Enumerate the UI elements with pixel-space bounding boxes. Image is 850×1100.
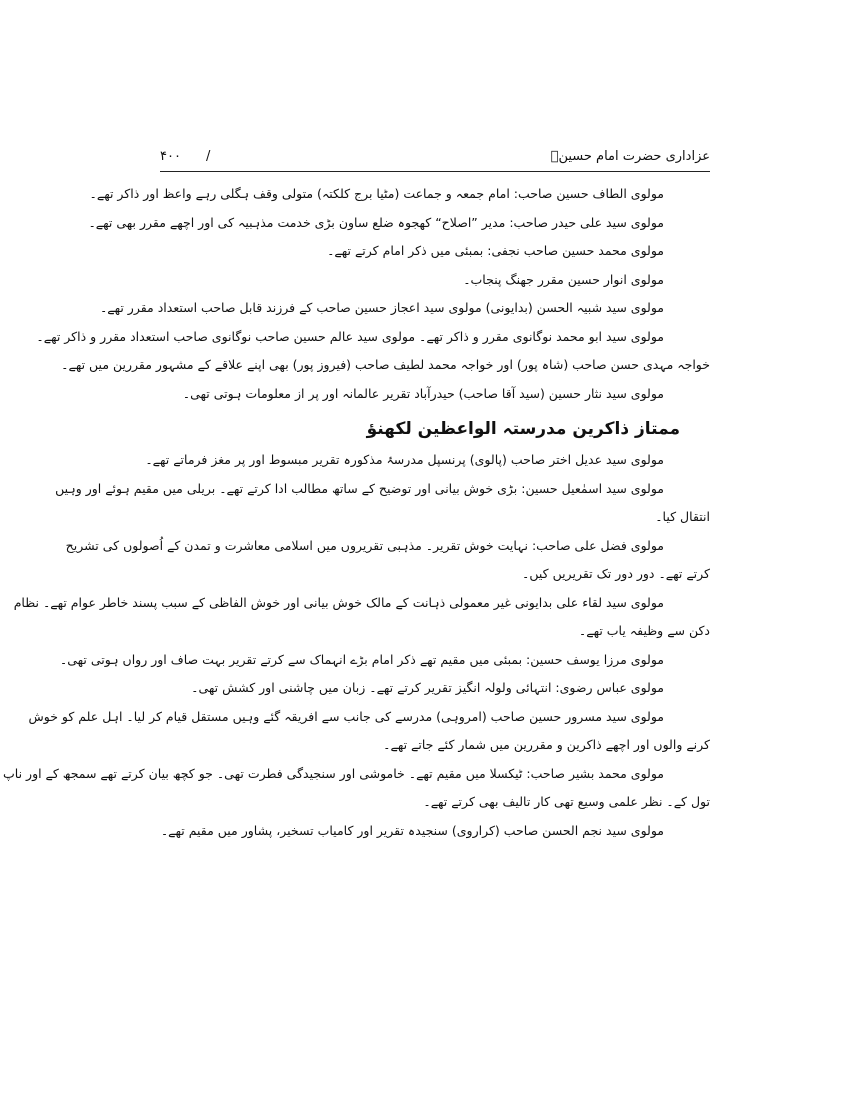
text-line: خواجہ مہدی حسن صاحب (شاہ پور) اور خواجہ محمد لطیف صاحب (فیروز پور) بھی اپنے علاقے کے مشہور مقررین میں تھے۔ (61, 357, 710, 372)
paragraph (160, 817, 710, 846)
header-divider (160, 171, 710, 172)
paragraph (3, 760, 710, 817)
text-line: کرنے والوں اور اچھے ذاکرین و مقررین میں شمار کئے جاتے تھے۔ (383, 737, 710, 752)
text-line: مولوی سید عدیل اختر صاحب (پالوی) پرنسپل مدرسۂ مذکورہ تقریر مبسوط اور پر مغز فرماتے تھے۔ (145, 452, 664, 467)
paragraph (160, 266, 710, 295)
text-line: مولوی عباس رضوی: انتہائی ولولہ انگیز تقریر کرتے تھے۔ زبان میں چاشنی اور کشش تھی۔ (191, 680, 664, 695)
text-line: مولوی محمد حسین صاحب نجفی: بمبئی میں ذکر امام کرتے تھے۔ (327, 243, 664, 258)
paragraph (160, 380, 710, 409)
text-line: مولوی سید شبیہ الحسن (بدایونی) مولوی سید اعجاز حسین صاحب کے فرزند قابل صاحب استعداد مقرر تھے۔ (99, 300, 664, 315)
paragraph (145, 446, 710, 475)
text-line: مولوی فضل علی صاحب: نہایت خوش تقریر۔ مذہبی تقریروں میں اسلامی معاشرت و تمدن کے اُصولوں کی تشریح (65, 537, 664, 553)
book-title: عزاداری حضرت امام حسینؑ (550, 149, 710, 164)
paragraph (61, 351, 710, 380)
main-text (3, 180, 710, 845)
paragraph (28, 703, 710, 760)
paragraph (160, 674, 710, 703)
paragraph (160, 237, 710, 266)
text-line: دکن سے وظیفہ یاب تھے۔ (578, 623, 710, 638)
text-line: کرتے تھے۔ دور دور تک تقریریں کیں۔ (522, 566, 710, 581)
text-line: مولوی سید اسمٰعیل حسین: بڑی خوش بیانی اور توضیح کے ساتھ مطالب ادا کرتے تھے۔ بریلی میں مقیم ہوئے اور وہیں (55, 480, 664, 496)
paragraph (55, 475, 710, 532)
text-line: انتقال کیا۔ (655, 509, 710, 524)
page-number: ۴۰۰ (160, 149, 181, 164)
paragraph (88, 209, 710, 238)
text-line: مولوی سید علی حیدر صاحب: مدیر ”اصلاح“ کھجوہ ضلع ساون بڑی خدمت مذہبیہ کی اور اچھے مقرر بھی تھے۔ (88, 214, 664, 230)
header-separator: / (206, 149, 211, 164)
section-heading: ممتاز ذاکرین مدرستہ الواعظین لکھنؤ (366, 419, 680, 439)
text-line: مولوی سید نجم الحسن صاحب (کراروی) سنجیدہ تقریر اور کامیاب تسخیر، پشاور میں مقیم تھے۔ (160, 822, 664, 838)
paragraph (13, 589, 710, 646)
paragraph (65, 532, 710, 589)
paragraph (59, 646, 710, 675)
text-line: مولوی سید ابو محمد نوگانوی مقرر و ذاکر تھے۔ مولوی سید عالم حسین صاحب نوگانوی صاحب استعداد مقرر و ذاکر تھے۔ (36, 328, 664, 344)
text-line: مولوی انوار حسین مقرر جھنگ پنجاب۔ (463, 271, 664, 287)
paragraph (89, 180, 710, 209)
paragraph (99, 294, 710, 323)
text-line: مولوی محمد بشیر صاحب: ٹیکسلا میں مقیم تھے۔ خاموشی اور سنجیدگی فطرت تھی۔ جو کچھ بیان کرتے تھے سمجھ کے اور ناپ (3, 765, 664, 781)
text-line: مولوی سید لقاء علی بدایونی غیر معمولی ذہانت کے مالک خوش بیانی اور خوش الفاظی کے سبب پسند خاطر عوام تھے۔ نظام (13, 594, 664, 610)
text-line: مولوی مرزا یوسف حسین: بمبئی میں مقیم تھے ذکر امام بڑے انہماک سے کرتے تقریر بہت صاف اور رواں ہوتی تھی۔ (59, 651, 664, 667)
text-line: تول کے۔ نظر علمی وسیع تھی کار تالیف بھی کرتے تھے۔ (423, 794, 710, 809)
text-line: مولوی سید نثار حسین (سید آقا صاحب) حیدرآباد تقریر عالمانہ اور پر از معلومات ہوتی تھی۔ (182, 385, 664, 401)
text-line: مولوی سید مسرور حسین صاحب (امروہی) مدرسے کی جانب سے افریقہ گئے وہیں مستقل قیام کر لیا۔ اہل علم کو خوش (28, 708, 664, 724)
text-line: مولوی الطاف حسین صاحب: امام جمعہ و جماعت (مٹیا برج کلکتہ) متولی وقف ہگلی رہے واعظ اور ذاکر تھے۔ (89, 186, 664, 201)
paragraph (36, 323, 710, 352)
running-header (160, 146, 710, 168)
